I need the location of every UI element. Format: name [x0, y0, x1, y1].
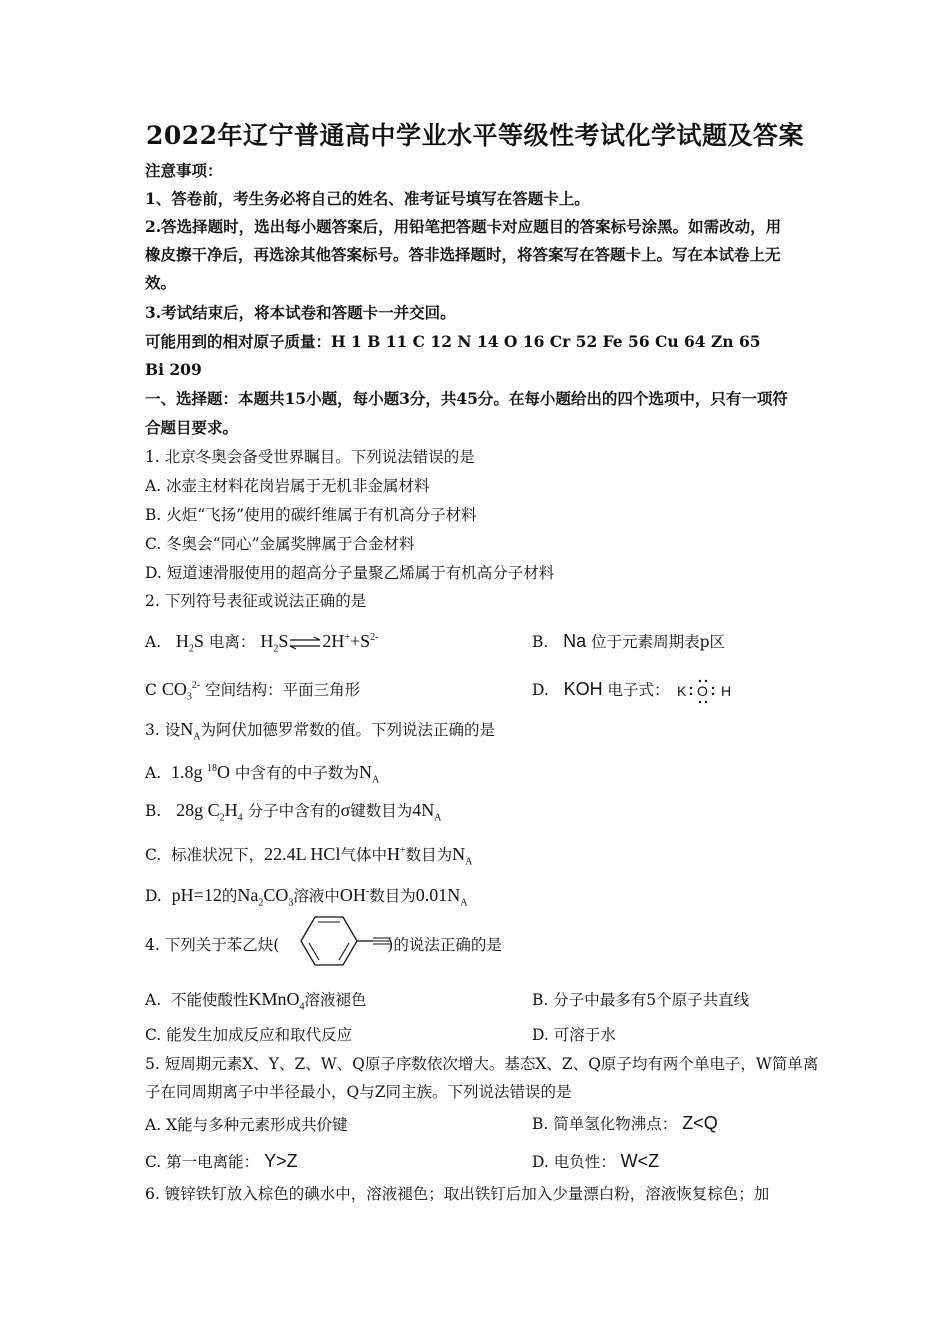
formula: $Na_2CO_3$ — [237, 885, 294, 909]
q4-option-d: D. 可溶于水 — [532, 1026, 616, 1044]
notice-item: 效。 — [145, 273, 177, 292]
formula: W<Z — [620, 1151, 660, 1171]
option-label: A. — [145, 764, 162, 782]
notice-item: 橡皮擦干净后，再选涂其他答案标号。答非选择题时，将答案写在答题卡上。写在本试卷上无 — [145, 245, 781, 264]
reversible-arrow-icon — [288, 636, 322, 650]
formula: Y>Z — [264, 1151, 298, 1171]
formula: Z<Q — [682, 1113, 718, 1133]
option-text: 位于元素周期表p区 — [591, 633, 725, 651]
option-text: 空间结构：平面三角形 — [205, 681, 361, 699]
q3-option-b — [145, 799, 442, 830]
option-label: C. — [145, 846, 162, 864]
svg-text:K: K — [676, 683, 686, 699]
option-label: B. — [532, 633, 549, 651]
option-label: D. — [145, 887, 162, 905]
q2-option-a — [145, 627, 378, 661]
formula: KMnO$_4$ — [248, 989, 305, 1013]
formula: 28g $C_2H_4$ — [176, 800, 243, 824]
q5-stem-cont: 子在同周期离子中半径最小，Q与Z同主族。下列说法错误的是 — [145, 1083, 572, 1101]
option-label: A. — [145, 991, 162, 1009]
formula: $N_A$ — [358, 762, 380, 786]
notice-item: 2.答选择题时，选出每小题答案后，用铅笔把答题卡对应题目的答案标号涂黑。如需改动，用 — [145, 217, 782, 236]
option-text: 标准状况下， — [171, 846, 265, 864]
q4-option-a — [145, 988, 367, 1019]
option-text: 气体中 — [340, 846, 387, 864]
option-text: 键数目为 — [350, 802, 413, 820]
formula: $CO_3^{2-}$ — [161, 679, 201, 703]
formula: 1.8g $^{18}$O — [170, 762, 230, 782]
section-heading: 一、选择题：本题共15小题，每小题3分，共45分。在每小题给出的四个选项中，只有一项符 — [145, 389, 788, 408]
formula: Na — [563, 631, 587, 651]
stem-post: )的说法正确的是 — [387, 936, 502, 954]
option-label: D. — [532, 681, 549, 699]
atomic-masses: 可能用到的相对原子质量：H 1 B 11 C 12 N 14 O 16 Cr 52 Fe 56 Cu 64 Zn 65 — [145, 332, 761, 351]
q3-option-a — [145, 758, 379, 792]
formula: $N_A$ — [180, 719, 201, 743]
formula: $4N_A$ — [412, 800, 442, 824]
q1-option-b: B. 火炬“飞扬”使用的碳纤维属于有机高分子材料 — [145, 506, 477, 524]
sigma-symbol: σ — [340, 800, 351, 820]
stem-post: 为阿伏加德罗常数的值。下列说法正确的是 — [200, 721, 495, 739]
formula: $0.01N_A$ — [415, 885, 468, 909]
q1-stem: 1. 北京冬奥会备受世界瞩目。下列说法错误的是 — [145, 448, 475, 466]
stem-pre: 3. 设 — [145, 721, 181, 739]
q5-option-a: A. X能与多种元素形成共价键 — [145, 1116, 348, 1134]
q2-option-b — [532, 630, 725, 653]
option-text: 的 — [221, 887, 238, 905]
q4-option-b: B. 分子中最多有5个原子共直线 — [532, 991, 750, 1009]
q5-option-d — [532, 1150, 659, 1173]
notice-item: 1、答卷前，考生务必将自己的姓名、准考证号填写在答题卡上。 — [145, 189, 590, 208]
option-text: 溶液中 — [293, 887, 340, 905]
q2-stem: 2. 下列符号表征或说法正确的是 — [145, 592, 367, 610]
phenylacetylene-structure — [287, 910, 407, 972]
option-label: C — [145, 681, 157, 699]
option-label: A. — [145, 633, 162, 651]
formula: KOH — [563, 679, 603, 699]
formula: H+ — [386, 844, 406, 864]
page-title: 2022年辽宁普通高中学业水平等级性考试化学试题及答案 — [145, 121, 805, 150]
option-text: 电子式： — [607, 681, 670, 699]
q3-option-c — [145, 840, 472, 874]
option-label: B. — [145, 802, 162, 820]
option-text: 数目为 — [405, 846, 453, 864]
notice-heading: 注意事项： — [145, 161, 223, 180]
q1-option-a: A. 冰壶主材料花岗岩属于无机非金属材料 — [145, 477, 430, 495]
q1-option-c: C. 冬奥会“同心”金属奖牌属于合金材料 — [145, 535, 415, 553]
formula: 22.4L HCl — [264, 844, 341, 864]
formula: $N_A$ — [452, 844, 473, 868]
option-text: D. 电负性： — [532, 1153, 616, 1171]
electron-formula-diagram — [675, 677, 739, 705]
q5-option-b — [532, 1112, 718, 1135]
option-text: 不能使酸性 — [170, 991, 249, 1009]
notice-item: 3.考试结束后，将本试卷和答题卡一并交回。 — [145, 303, 456, 322]
option-text: 溶液褪色 — [304, 991, 367, 1009]
q3-stem — [145, 718, 495, 749]
formula: pH=12 — [171, 885, 222, 905]
atomic-masses-cont: Bi 209 — [145, 360, 202, 379]
q5-option-c — [145, 1150, 298, 1173]
q1-option-d: D. 短道速滑服使用的超高分子量聚乙烯属于有机高分子材料 — [145, 564, 555, 582]
q2-option-d — [532, 677, 739, 705]
stem-pre: 4. 下列关于苯乙炔( — [145, 936, 280, 954]
svg-text:H: H — [720, 683, 731, 699]
ionization-equation: $H_2S$ $2H^++S^{2-}$ — [260, 631, 379, 655]
option-text: C. 第一电离能： — [145, 1153, 260, 1171]
option-text: 数目为 — [369, 887, 416, 905]
option-text: 电离： — [208, 633, 256, 651]
section-heading-cont: 合题目要求。 — [145, 418, 239, 437]
option-text: 中含有的中子数为 — [234, 764, 359, 782]
formula: $H_2S$ — [175, 631, 204, 655]
q4-option-c: C. 能发生加成反应和取代反应 — [145, 1026, 353, 1044]
option-text: B. 简单氢化物沸点： — [532, 1115, 678, 1133]
q2-option-c — [145, 675, 360, 709]
svg-text:O: O — [696, 683, 708, 699]
option-text: 分子中含有的 — [247, 802, 341, 820]
formula: OH- — [339, 885, 370, 905]
q6-stem: 6. 镀锌铁钉放入棕色的碘水中，溶液褪色；取出铁钉后加入少量漂白粉，溶液恢复棕色；加 — [145, 1185, 770, 1203]
q5-stem: 5. 短周期元素X、Y、Z、W、Q原子序数依次增大。基态X、Z、Q原子均有两个单电子，W简单离 — [145, 1055, 819, 1073]
